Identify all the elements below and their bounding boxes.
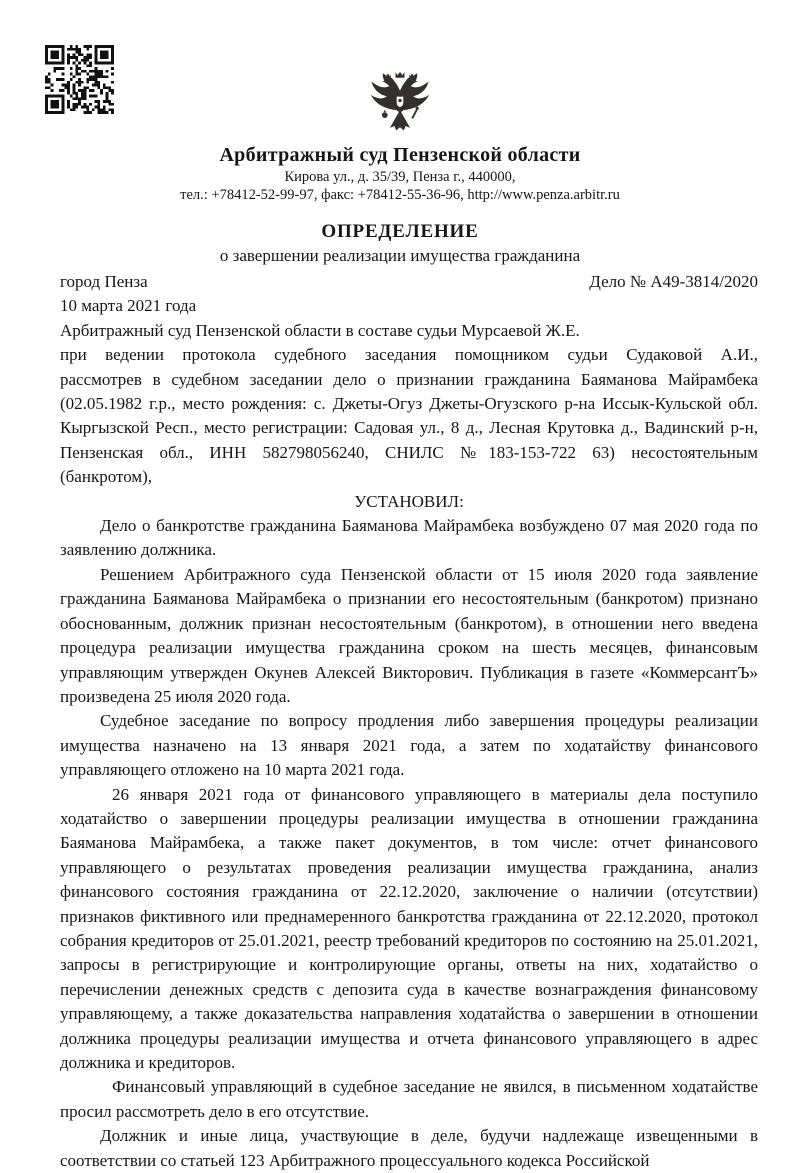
document-body bbox=[0, 270, 800, 1173]
city-label: город Пенза bbox=[60, 272, 148, 291]
russia-coat-of-arms-icon bbox=[360, 72, 440, 138]
case-number: Дело № А49-3814/2020 bbox=[589, 272, 758, 291]
body-paragraph-manager-absent: Финансовый управляющий в судебное заседание не явился, в письменном ходатайстве просил рассмотреть дело в его отсутствие. bbox=[60, 1077, 758, 1121]
qr-code-image bbox=[45, 45, 114, 114]
body-heading-ustanovil: УСТАНОВИЛ: bbox=[354, 491, 464, 511]
body-paragraph-decision: Решением Арбитражного суда Пензенской области от 15 июля 2020 года заявление гражданина Баяманова Майрамбека о признании его несостоятельным (банкротом) признано обоснованным, должник признан несостоятельным (банкротом), в отношении него введена процедура реализации имущества гражданина сроком на шесть месяцев, финансовым управляющим утвержден Окунев Алексей Викторович. Публикация в газете «КоммерсантЪ» произведена 25 июля 2020 года. bbox=[60, 564, 758, 706]
case-meta-row bbox=[60, 270, 758, 294]
body-paragraph-hearing: Судебное заседание по вопросу продления либо завершения процедуры реализации имущества назначено на 13 января 2021 года, а затем по ходатайству финансового управляющего отложено на 10 марта 2021 года. bbox=[60, 711, 758, 780]
document-title: ОПРЕДЕЛЕНИЕ bbox=[321, 221, 479, 242]
body-paragraph-debtor-details: рассмотрев в судебном заседании дело о признании гражданина Баяманова Майрамбека (02.05.1982 г.р., место рождения: с. Джеты-Огуз Джеты-Огузского р-на Иссык-Кульской обл. Кыргызской Респ., место регистрации: Садовая ул., 8 д., Лесная Крутовка д., Вадинский р-н, Пензенская обл., ИНН 582798056240, СНИЛС №183-153-722 63) несостоятельным (банкротом), bbox=[60, 369, 758, 487]
body-paragraph-motion-documents: 26 января 2021 года от финансового управляющего в материалы дела поступило ходатайство о завершении процедуры реализации имущества в отношении гражданина Баяманова Майрамбека, а также пакет документов, в том числе: отчет финансового управляющего о результатах проведения реализации имущества гражданина, анализ финансового состояния гражданина от 22.12.2020, заключение о наличии (отсутствии) признаков фиктивного или преднамеренного банкротства гражданина от 22.12.2020, протокол собрания кредиторов от 25.01.2021, реестр требований кредиторов по состоянию на 25.01.2021, запросы в регистрирующие и контролирующие органы, ответы на них, ходатайство о перечислении денежных средств с депозита суда в качестве вознаграждения финансовому управляющему, а также доказательства направления ходатайства о завершении в отношении должника процедуры реализации имущества и отчета финансового управляющего в адрес должника и кредиторов. bbox=[60, 784, 758, 1072]
body-paragraph-case-opened: Дело о банкротстве гражданина Баяманова Майрамбека возбуждено 07 мая 2020 года по заявлению должника. bbox=[60, 516, 758, 560]
court-contacts: тел.: +78412-52-99-97, факс: +78412-55-36-96, http://www.penza.arbitr.ru bbox=[180, 186, 620, 203]
document-subtitle: о завершении реализации имущества гражданина bbox=[219, 246, 581, 265]
document-header bbox=[0, 0, 800, 204]
document-date: 10 марта 2021 года bbox=[60, 296, 197, 316]
body-paragraph-protocol: при ведении протокола судебного заседания помощником судьи Судаковой А.И., bbox=[60, 345, 758, 365]
qr-code-canvas bbox=[45, 45, 114, 114]
court-name: Арбитражный суд Пензенской области bbox=[219, 144, 581, 166]
body-paragraph-court-composition: Арбитражный суд Пензенской области в составе судьи Мурсаевой Ж.Е. bbox=[60, 320, 580, 340]
body-paragraph-debtor-notified: Должник и иные лица, участвующие в деле, будучи надлежаще извещенными в соответствии со статьей 123 Арбитражного процессуального кодекса Российской bbox=[60, 1126, 758, 1170]
court-address: Кирова ул., д. 35/39, Пенза г., 440000, bbox=[284, 169, 516, 185]
